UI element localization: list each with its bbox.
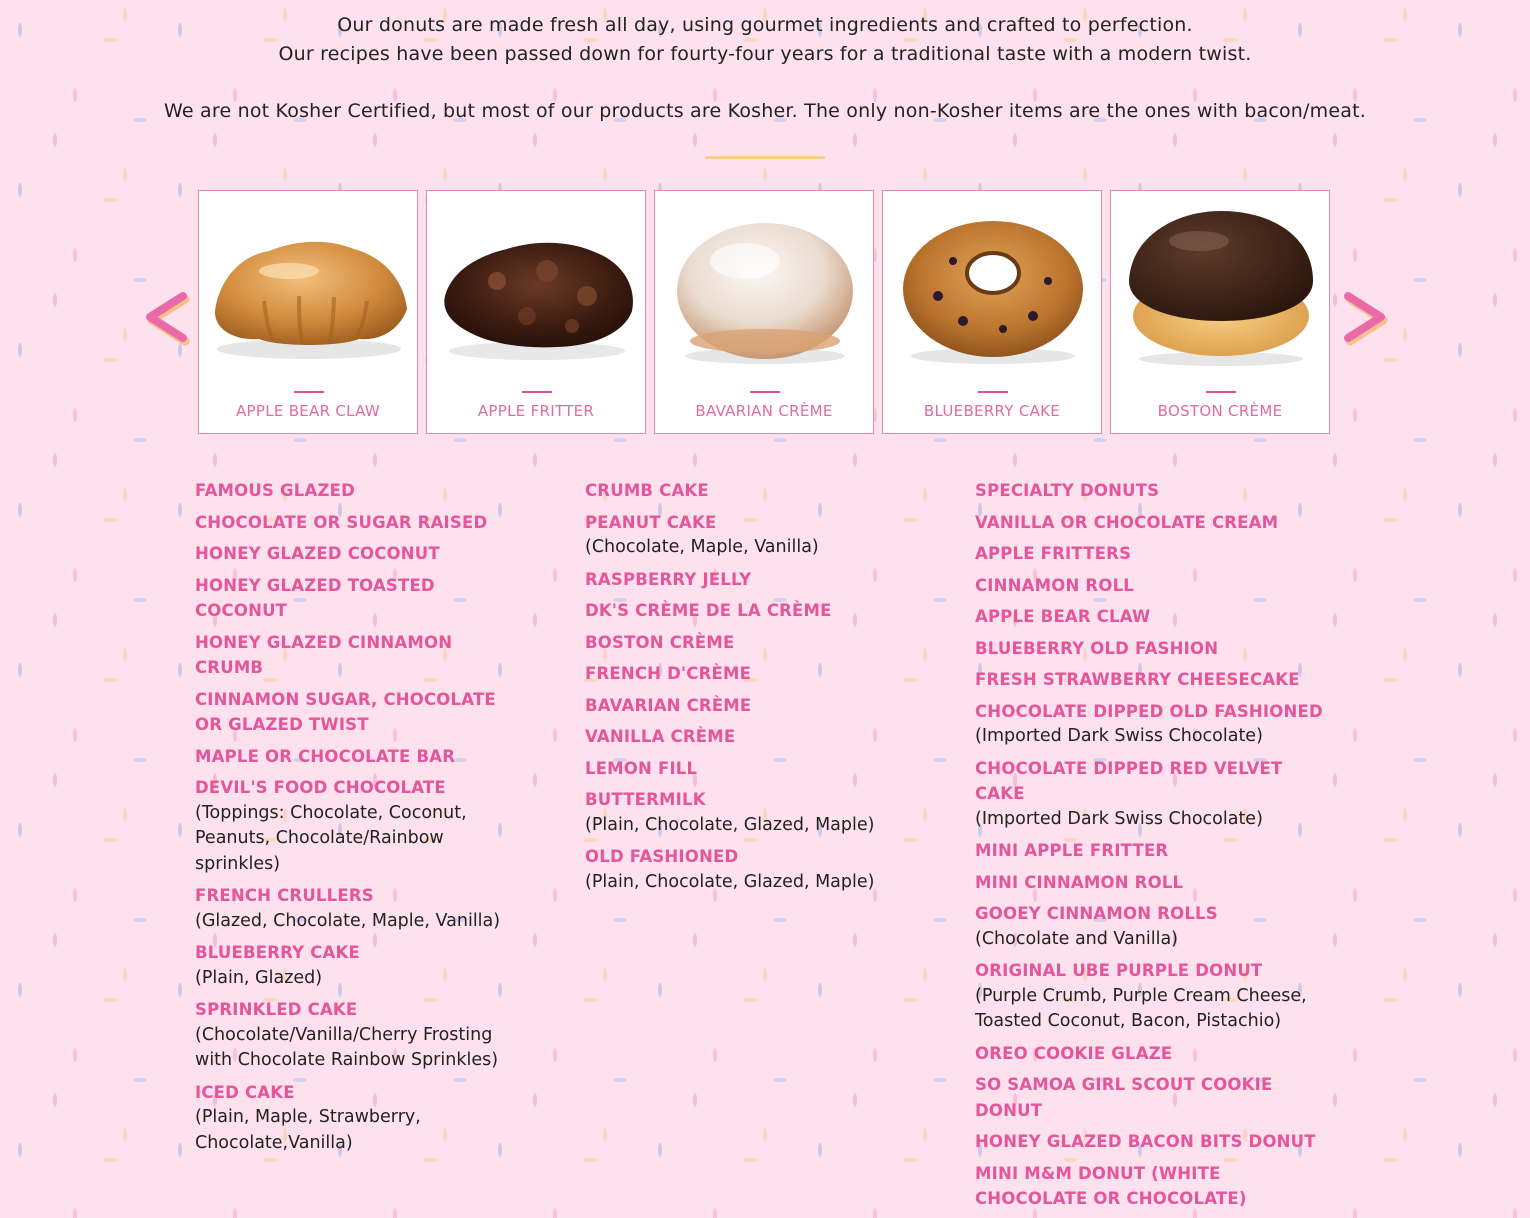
carousel-card-bavarian-creme[interactable] xyxy=(654,190,874,434)
menu-item-title: CRUMB CAKE xyxy=(585,481,709,500)
carousel-prev-button[interactable] xyxy=(138,283,193,353)
card-label: APPLE BEAR CLAW xyxy=(235,402,381,420)
menu-item-title: CINNAMON SUGAR, CHOCOLATE OR GLAZED TWIST xyxy=(195,689,496,734)
menu-item-description: (Chocolate/Vanilla/Cherry Frosting with Chocolate Rainbow Sprinkles) xyxy=(195,1024,499,1070)
card-underline xyxy=(1206,391,1236,393)
menu-item-title: SO SAMOA GIRL SCOUT COOKIE DONUT xyxy=(975,1075,1273,1120)
menu-item-title: PEANUT CAKE xyxy=(585,512,717,532)
menu-item-description: (Chocolate, Maple, Vanilla) xyxy=(585,537,819,557)
menu-item-title: BLUEBERRY OLD FASHION xyxy=(975,638,1219,658)
menu-item xyxy=(585,630,915,656)
menu-item xyxy=(975,870,1325,896)
boston-creme-image xyxy=(1121,201,1321,371)
menu-item-description: (Toppings: Chocolate, Coconut, Peanuts, Chocolate/Rainbow sprinkles) xyxy=(195,802,467,874)
menu-item-title: BUTTERMILK xyxy=(585,790,706,809)
menu-item-title: VANILLA CRÈME xyxy=(585,727,736,746)
menu-item-description: (Plain, Maple, Strawberry, Chocolate,Vanilla) xyxy=(195,1107,421,1153)
section-divider xyxy=(705,156,825,159)
menu-item xyxy=(195,573,525,624)
menu-item-title: FRENCH D'CRÈME xyxy=(585,664,752,683)
menu-item-title: HONEY GLAZED TOASTED COCONUT xyxy=(195,575,435,620)
menu-item xyxy=(975,756,1325,833)
menu-item-title: CHOCOLATE DIPPED RED VELVET CAKE xyxy=(975,758,1283,803)
apple-bear-claw-image xyxy=(209,201,409,371)
menu-item-title: HONEY GLAZED BACON BITS DONUT xyxy=(975,1132,1316,1151)
menu-item xyxy=(975,510,1325,536)
menu-item xyxy=(585,567,915,593)
menu-item xyxy=(195,510,525,536)
menu-item-title: LEMON FILL xyxy=(585,758,698,778)
menu-item-description: (Plain, Glazed) xyxy=(195,967,323,988)
menu-item xyxy=(195,478,525,504)
card-label: BOSTON CRÈME xyxy=(1157,402,1283,420)
card-label: APPLE FRITTER xyxy=(477,402,595,420)
menu-item xyxy=(975,604,1325,630)
intro-line-2: Our recipes have been passed down for fourty-four years for a traditional taste with a modern twist. xyxy=(278,43,1252,65)
menu-column-1 xyxy=(195,478,525,1162)
menu-item xyxy=(195,630,525,681)
menu-item-title: APPLE FRITTERS xyxy=(975,544,1132,563)
apple-fritter-image xyxy=(437,201,637,371)
menu-item xyxy=(195,940,525,991)
menu-item-title: SPRINKLED CAKE xyxy=(195,1000,358,1019)
menu-item xyxy=(585,756,915,782)
menu-item xyxy=(585,693,915,719)
card-underline xyxy=(750,391,780,393)
carousel-card-apple-bear-claw[interactable] xyxy=(198,190,418,434)
menu-item-description: (Imported Dark Swiss Chocolate) xyxy=(975,726,1263,746)
menu-item-description: (Purple Crumb, Purple Cream Cheese, Toasted Coconut, Bacon, Pistachio) xyxy=(975,985,1307,1031)
chevron-left-icon xyxy=(138,283,193,353)
menu-item xyxy=(975,699,1325,750)
menu-item-title: VANILLA OR CHOCOLATE CREAM xyxy=(975,512,1279,532)
menu-item xyxy=(585,724,915,750)
menu-item xyxy=(195,541,525,567)
blueberry-cake-image xyxy=(893,201,1093,371)
menu-item-title: ORIGINAL UBE PURPLE DONUT xyxy=(975,961,1263,980)
carousel-card-boston-creme[interactable] xyxy=(1110,190,1330,434)
bavarian-creme-image xyxy=(665,201,865,371)
menu-item-title: MINI M&M DONUT (WHITE CHOCOLATE OR CHOCOLATE) xyxy=(975,1163,1247,1208)
menu-item xyxy=(975,958,1325,1035)
menu-item xyxy=(975,1161,1325,1212)
menu-item-title: BLUEBERRY CAKE xyxy=(195,943,360,962)
menu-item xyxy=(975,667,1325,693)
menu-item-title: RASPBERRY JELLY xyxy=(585,569,752,589)
menu-item-title: ICED CAKE xyxy=(195,1082,295,1102)
menu-item xyxy=(975,541,1325,567)
intro-line-3: We are not Kosher Certified, but most of our products are Kosher. The only non-Kosher items are the ones with bacon/meat. xyxy=(164,100,1366,122)
menu-item-title: APPLE BEAR CLAW xyxy=(975,607,1151,626)
menu-item xyxy=(195,883,525,934)
menu-item-description: (Glazed, Chocolate, Maple, Vanilla) xyxy=(195,910,501,931)
menu-item xyxy=(975,1041,1325,1067)
menu-item-title: BAVARIAN CRÈME xyxy=(585,695,752,715)
carousel-card-blueberry-cake[interactable] xyxy=(882,190,1102,434)
menu-item xyxy=(975,901,1325,952)
menu-item-title: MAPLE OR CHOCOLATE BAR xyxy=(195,746,456,766)
menu-item-title: HONEY GLAZED CINNAMON CRUMB xyxy=(195,632,453,677)
menu-item-description: (Chocolate and Vanilla) xyxy=(975,928,1179,949)
menu-item-description: (Plain, Chocolate, Glazed, Maple) xyxy=(585,871,875,892)
carousel-card-apple-fritter[interactable] xyxy=(426,190,646,434)
menu-item xyxy=(195,1080,525,1157)
menu-item xyxy=(195,687,525,738)
menu-item xyxy=(975,1129,1325,1155)
card-underline xyxy=(978,391,1008,393)
menu-item-description: (Imported Dark Swiss Chocolate) xyxy=(975,808,1263,829)
menu-item-title: OLD FASHIONED xyxy=(585,847,739,866)
menu-column-3 xyxy=(975,478,1325,1218)
menu-item-description: (Plain, Chocolate, Glazed, Maple) xyxy=(585,814,875,835)
menu-item xyxy=(585,510,915,561)
menu-item xyxy=(585,598,915,624)
menu-item-title: HONEY GLAZED COCONUT xyxy=(195,544,440,563)
menu-item-title: DK'S CRÈME DE LA CRÈME xyxy=(585,601,832,620)
menu-item-title: GOOEY CINNAMON ROLLS xyxy=(975,904,1218,923)
card-underline xyxy=(522,391,552,393)
menu-item xyxy=(975,478,1325,504)
menu-item-title: DEVIL'S FOOD CHOCOLATE xyxy=(195,778,446,797)
intro-line-1: Our donuts are made fresh all day, using gourmet ingredients and crafted to perfection. xyxy=(337,14,1193,36)
menu-item-title: CHOCOLATE OR SUGAR RAISED xyxy=(195,512,488,532)
card-label: BLUEBERRY CAKE xyxy=(923,402,1061,420)
chevron-right-icon xyxy=(1338,283,1393,353)
card-label: BAVARIAN CRÈME xyxy=(695,402,833,420)
menu-item xyxy=(195,744,525,770)
menu-item-title: SPECIALTY DONUTS xyxy=(975,481,1160,500)
menu-item xyxy=(975,838,1325,864)
menu-item xyxy=(975,636,1325,662)
menu-item xyxy=(585,478,915,504)
menu-item-title: MINI CINNAMON ROLL xyxy=(975,872,1184,892)
menu-item-title: MINI APPLE FRITTER xyxy=(975,841,1169,860)
menu-item xyxy=(195,775,525,877)
menu-item-title: FAMOUS GLAZED xyxy=(195,481,355,500)
menu-item-title: BOSTON CRÈME xyxy=(585,632,735,652)
menu-item-title: CINNAMON ROLL xyxy=(975,575,1134,595)
menu-item xyxy=(975,1072,1325,1123)
menu-item xyxy=(585,661,915,687)
menu-item xyxy=(585,844,915,895)
menu-column-2 xyxy=(585,478,915,901)
menu-item xyxy=(975,573,1325,599)
menu-item xyxy=(585,787,915,838)
menu-item xyxy=(195,997,525,1074)
card-underline xyxy=(294,391,324,393)
menu-item-title: OREO COOKIE GLAZE xyxy=(975,1043,1173,1063)
menu-item-title: CHOCOLATE DIPPED OLD FASHIONED xyxy=(975,701,1323,721)
carousel-next-button[interactable] xyxy=(1338,283,1393,353)
menu-item-title: FRESH STRAWBERRY CHEESECAKE xyxy=(975,670,1300,689)
menu-item-title: FRENCH CRULLERS xyxy=(195,886,374,905)
